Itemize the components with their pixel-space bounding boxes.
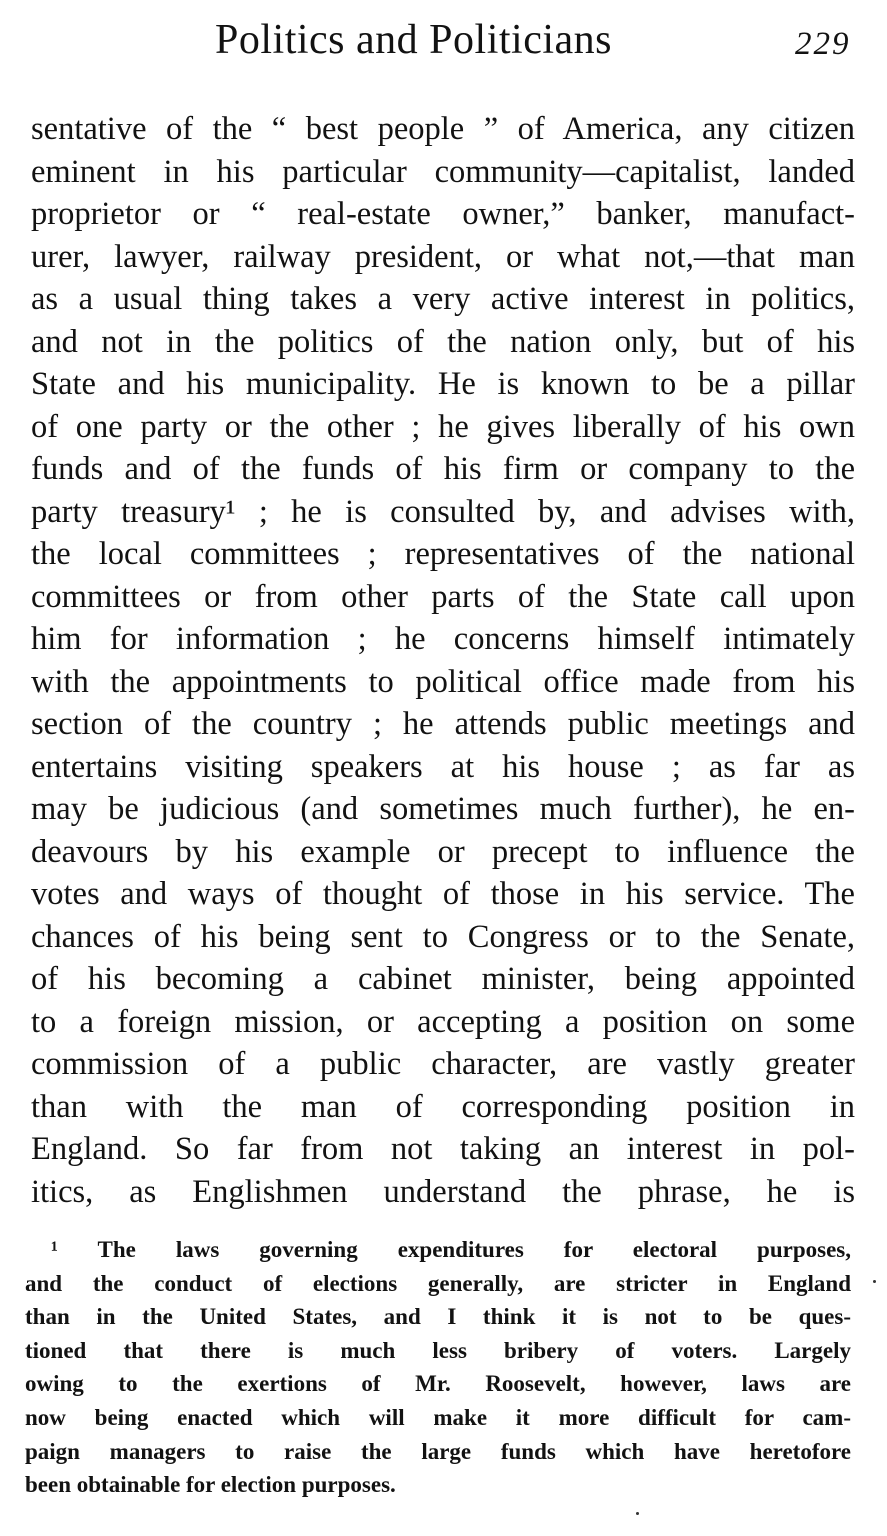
footnote-line: paign managers to raise the large funds which have heretofore xyxy=(25,1438,851,1464)
text-line: of his becoming a cabinet minister, being appointed xyxy=(31,961,855,997)
text-line: may be judicious (and sometimes much further), he en- xyxy=(31,791,855,827)
text-line: eminent in his particular community—capitalist, landed xyxy=(31,153,855,190)
text-line: as a usual thing takes a very active interest in politics, xyxy=(31,281,855,317)
footnote-line: been obtainable for election purposes. xyxy=(25,1472,396,1498)
text-line: section of the country ; he attends public meetings and xyxy=(31,706,855,742)
text-line: to a foreign mission, or accepting a position on some xyxy=(31,1003,855,1040)
text-line: and not in the politics of the nation only, but of his xyxy=(31,323,855,360)
text-line: of one party or the other ; he gives liberally of his own xyxy=(31,408,855,445)
text-line: the local committees ; representatives of the national xyxy=(31,536,855,572)
text-line: proprietor or “ real-estate owner,” banker, manufact- xyxy=(31,196,855,232)
text-line: England. So far from not taking an interest in pol- xyxy=(31,1131,855,1167)
page-number: 229 xyxy=(795,26,851,62)
scan-speck xyxy=(873,1280,876,1283)
text-line: deavours by his example or precept to influence the xyxy=(31,833,855,870)
scan-speck xyxy=(636,1512,639,1515)
footnote xyxy=(25,1233,851,1502)
text-line: urer, lawyer, railway president, or what not,—that man xyxy=(31,238,855,275)
footnote-line: and the conduct of elections generally, are stricter in England xyxy=(25,1270,851,1296)
text-line: votes and ways of thought of those in his service. The xyxy=(31,876,855,912)
text-line: with the appointments to political office made from his xyxy=(31,663,855,700)
text-line: commission of a public character, are vastly greater xyxy=(31,1046,855,1082)
text-line: entertains visiting speakers at his house ; as far as xyxy=(31,748,855,785)
text-line: sentative of the “ best people ” of America, any citizen xyxy=(31,111,855,147)
footnote-line: now being enacted which will make it more difficult for cam- xyxy=(25,1404,851,1430)
text-line: funds and of the funds of his firm or company to the xyxy=(31,451,855,487)
footnote-line: ¹ The laws governing expenditures for electoral purposes, xyxy=(51,1237,851,1262)
body-text xyxy=(31,108,855,1213)
text-line: itics, as Englishmen understand the phrase, he is xyxy=(31,1173,855,1210)
footnote-line: owing to the exertions of Mr. Roosevelt, however, laws are xyxy=(25,1371,851,1397)
text-line: State and his municipality. He is known to be a pillar xyxy=(31,366,855,402)
text-line: than with the man of corresponding position in xyxy=(31,1088,855,1125)
text-line: party treasury¹ ; he is consulted by, and advises with, xyxy=(31,493,855,530)
text-line: him for information ; he concerns himself intimately xyxy=(31,621,855,657)
text-line: chances of his being sent to Congress or to the Senate, xyxy=(31,918,855,955)
running-title: Politics and Politicians xyxy=(215,17,612,63)
text-line: committees or from other parts of the State call upon xyxy=(31,578,855,615)
footnote-line: than in the United States, and I think it is not to be ques- xyxy=(25,1304,851,1330)
footnote-line: tioned that there is much less bribery of voters. Largely xyxy=(25,1337,851,1363)
